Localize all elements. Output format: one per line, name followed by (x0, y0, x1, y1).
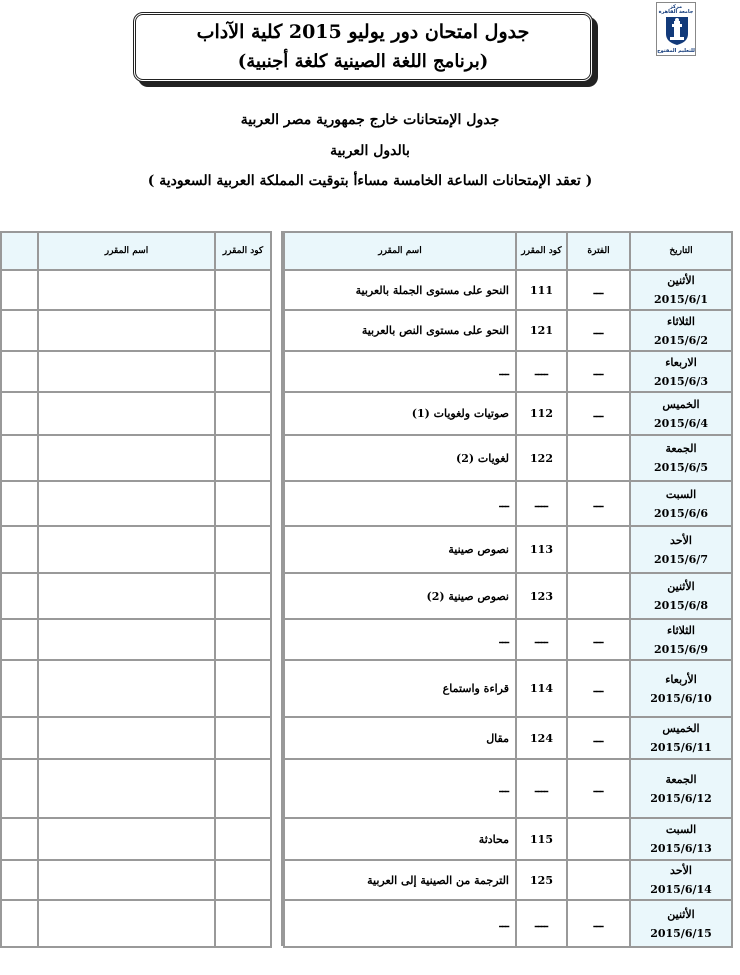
date-cell (630, 481, 732, 526)
date-cell (630, 573, 732, 619)
logo-text-university: جامعة القاهرة (658, 9, 694, 15)
empty-row (1, 860, 271, 900)
date-cell (630, 860, 732, 900)
schedule-row (284, 818, 732, 860)
empty-schedule-table (0, 231, 272, 948)
empty-cell (1, 759, 38, 818)
period (567, 526, 630, 573)
empty-cell (215, 860, 271, 900)
empty-cell (1, 573, 38, 619)
period: ـــ (567, 759, 630, 818)
day-name: الجمعة (665, 442, 697, 455)
header-course-name: اسم المقرر (284, 232, 516, 270)
empty-cell (1, 900, 38, 947)
day-name: الثلاثاء (667, 314, 695, 328)
empty-cell (215, 481, 271, 526)
schedule-row (284, 660, 732, 717)
page-subtitle: (برنامج اللغة الصينية كلغة أجنبية) (237, 51, 489, 72)
period: ـــ (567, 717, 630, 759)
course-code: ــــ (516, 619, 567, 660)
empty-cell (38, 270, 215, 310)
date-cell (630, 818, 732, 860)
date-value: 2015/6/3 (654, 374, 708, 388)
empty-row (1, 392, 271, 435)
empty-cell (38, 717, 215, 759)
table-separator (270, 231, 283, 946)
course-code: 115 (516, 818, 567, 860)
day-name: الخميس (662, 397, 700, 411)
logo-text-open-education: للتعليم المفتوح (657, 48, 695, 54)
empty-cell (215, 351, 271, 392)
course-name: الترجمة من الصينية إلى العربية (284, 860, 516, 900)
date-cell (630, 717, 732, 759)
header-period: الفترة (567, 232, 630, 270)
day-name: الأربعاء (665, 672, 697, 686)
schedule-row (284, 435, 732, 481)
day-name: السبت (665, 487, 697, 501)
date-cell (630, 435, 732, 481)
heading-outside-egypt: جدول الإمتحانات خارج جمهورية مصر العربية (240, 112, 500, 128)
course-name: قراءة واستماع (284, 660, 516, 717)
course-code: 121 (516, 310, 567, 351)
empty-cell (215, 717, 271, 759)
empty-cell (1, 619, 38, 660)
empty-cell (38, 759, 215, 818)
course-code: ــــ (516, 759, 567, 818)
course-code: 111 (516, 270, 567, 310)
period (567, 860, 630, 900)
course-name: ـــ (284, 900, 516, 947)
university-logo (656, 2, 696, 56)
period: ـــ (567, 619, 630, 660)
empty-row (1, 526, 271, 573)
date-cell (630, 660, 732, 717)
empty-cell (215, 310, 271, 351)
course-name: صوتيات ولغويات (1) (284, 392, 516, 435)
empty-row (1, 717, 271, 759)
empty-cell (215, 435, 271, 481)
date-value: 2015/6/6 (654, 506, 708, 520)
period: ـــ (567, 392, 630, 435)
empty-cell (38, 526, 215, 573)
date-value: 2015/6/1 (654, 293, 708, 306)
schedule-row (284, 351, 732, 392)
schedule-row (284, 310, 732, 351)
title-box (133, 12, 593, 82)
empty-cell (38, 392, 215, 435)
course-name: ـــ (284, 759, 516, 818)
empty-cell (38, 435, 215, 481)
day-name: الأثنين (667, 274, 695, 287)
period: ـــ (567, 660, 630, 717)
empty-cell (38, 900, 215, 947)
period: ـــ (567, 310, 630, 351)
empty-row (1, 351, 271, 392)
day-name: الجمعة (665, 772, 697, 786)
empty-cell (215, 526, 271, 573)
course-name: نصوص صينية (2) (284, 573, 516, 619)
empty-cell (1, 481, 38, 526)
empty-cell (1, 818, 38, 860)
day-name: الاربعاء (665, 355, 697, 369)
day-name: الأحد (670, 864, 692, 877)
schedule-row (284, 717, 732, 759)
course-name: ـــ (284, 481, 516, 526)
day-name: الثلاثاء (667, 623, 695, 637)
date-value: 2015/6/11 (650, 741, 712, 754)
course-code: 112 (516, 392, 567, 435)
day-name: الخميس (662, 722, 700, 735)
period: ـــ (567, 900, 630, 947)
date-value: 2015/6/10 (650, 691, 712, 705)
course-name: مقال (284, 717, 516, 759)
day-name: الأثنين (667, 907, 695, 921)
empty-cell (1, 526, 38, 573)
header-course-code: كود المقرر (215, 232, 271, 270)
empty-cell (38, 660, 215, 717)
empty-cell (1, 351, 38, 392)
exam-schedule-table (283, 231, 733, 948)
date-value: 2015/6/14 (650, 883, 712, 896)
empty-cell (1, 860, 38, 900)
date-cell (630, 900, 732, 947)
schedule-row (284, 392, 732, 435)
course-name: ـــ (284, 619, 516, 660)
empty-row (1, 759, 271, 818)
date-cell (630, 351, 732, 392)
empty-row (1, 818, 271, 860)
schedule-row (284, 860, 732, 900)
date-value: 2015/6/12 (650, 791, 712, 805)
empty-row (1, 270, 271, 310)
date-value: 2015/6/2 (654, 333, 708, 347)
empty-cell (1, 392, 38, 435)
course-name: النحو على مستوى النص بالعربية (284, 310, 516, 351)
tower-emblem-icon (664, 16, 690, 46)
course-code: 125 (516, 860, 567, 900)
date-cell (630, 270, 732, 310)
course-code: 123 (516, 573, 567, 619)
day-name: الأحد (670, 533, 692, 547)
period: ـــ (567, 351, 630, 392)
schedule-row (284, 573, 732, 619)
empty-cell (215, 270, 271, 310)
empty-header-cell (1, 232, 38, 270)
period: ـــ (567, 270, 630, 310)
schedule-row (284, 900, 732, 947)
course-code: ــــ (516, 351, 567, 392)
course-code: 114 (516, 660, 567, 717)
empty-cell (38, 310, 215, 351)
empty-cell (1, 270, 38, 310)
date-cell (630, 310, 732, 351)
course-name: النحو على مستوى الجملة بالعربية (284, 270, 516, 310)
empty-row (1, 619, 271, 660)
date-cell (630, 759, 732, 818)
empty-cell (1, 660, 38, 717)
empty-cell (38, 481, 215, 526)
course-name: محادثة (284, 818, 516, 860)
schedule-row (284, 759, 732, 818)
heading-exam-time-note: ( تعقد الإمتحانات الساعة الخامسة مساءأ بتوقيت المملكة العربية السعودية ) (147, 173, 593, 189)
empty-row (1, 481, 271, 526)
header-course-code: كود المقرر (516, 232, 567, 270)
empty-row (1, 573, 271, 619)
logo-text-top: مركز (669, 4, 683, 10)
course-code: ــــ (516, 900, 567, 947)
period (567, 818, 630, 860)
course-code: 113 (516, 526, 567, 573)
schedule-row (284, 619, 732, 660)
heading-arab-countries: بالدول العربية (330, 143, 410, 159)
period (567, 435, 630, 481)
date-value: 2015/6/5 (654, 461, 708, 474)
period: ـــ (567, 481, 630, 526)
date-value: 2015/6/7 (654, 552, 708, 566)
day-name: الأثنين (667, 580, 695, 593)
date-value: 2015/6/4 (654, 416, 708, 430)
empty-cell (215, 392, 271, 435)
course-code: 122 (516, 435, 567, 481)
empty-cell (215, 900, 271, 947)
empty-cell (38, 351, 215, 392)
schedule-row (284, 270, 732, 310)
header-date: التاريخ (630, 232, 732, 270)
header-course-name: اسم المقرر (38, 232, 215, 270)
page-title: جدول امتحان دور يوليو 2015 كلية الآداب (196, 21, 530, 43)
date-value: 2015/6/8 (654, 599, 708, 612)
empty-row (1, 435, 271, 481)
date-cell (630, 619, 732, 660)
empty-cell (215, 759, 271, 818)
course-name: ـــ (284, 351, 516, 392)
empty-row (1, 660, 271, 717)
date-value: 2015/6/9 (654, 642, 708, 656)
empty-cell (38, 860, 215, 900)
date-value: 2015/6/15 (650, 926, 712, 940)
empty-cell (215, 573, 271, 619)
period (567, 573, 630, 619)
empty-row (1, 310, 271, 351)
date-cell (630, 392, 732, 435)
schedule-row (284, 526, 732, 573)
schedule-row (284, 481, 732, 526)
empty-cell (1, 717, 38, 759)
empty-cell (215, 619, 271, 660)
empty-row (1, 900, 271, 947)
empty-cell (38, 573, 215, 619)
course-code: 124 (516, 717, 567, 759)
day-name: السبت (665, 823, 697, 836)
course-code: ــــ (516, 481, 567, 526)
course-name: لغويات (2) (284, 435, 516, 481)
empty-cell (1, 435, 38, 481)
empty-cell (215, 818, 271, 860)
empty-cell (38, 818, 215, 860)
empty-cell (215, 660, 271, 717)
date-value: 2015/6/13 (650, 842, 712, 855)
empty-cell (38, 619, 215, 660)
empty-cell (1, 310, 38, 351)
date-cell (630, 526, 732, 573)
course-name: نصوص صينية (284, 526, 516, 573)
